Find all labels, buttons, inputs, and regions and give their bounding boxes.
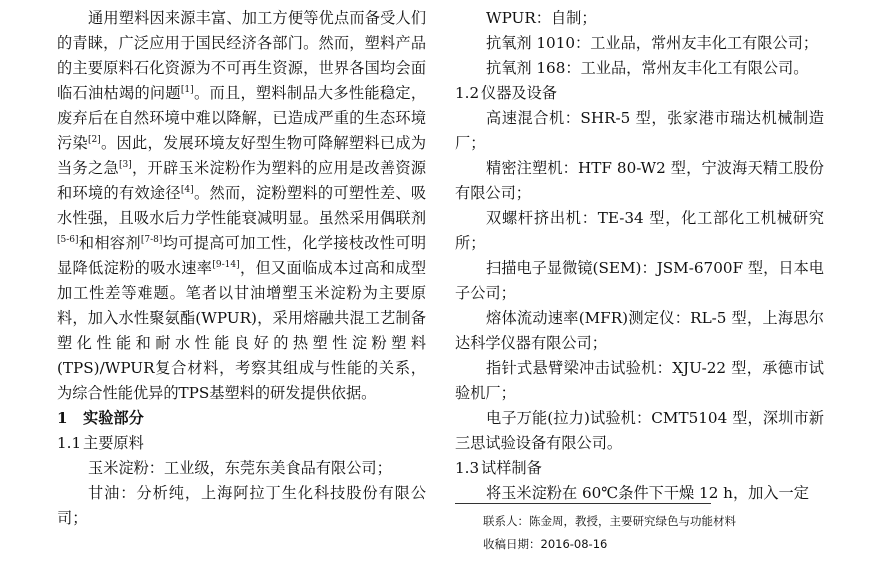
footnotes xyxy=(483,510,736,556)
intro-text-2: 。而且，塑料制品大多性能稳定，废弃后在自然环境中难以降解，已造成严重的生态环境污染 xyxy=(57,84,427,152)
intro-text-1: 通用塑料因来源丰富、加工方便等优点而备受人们的青睐，广泛应用于国民经济各部门。然而，塑料产品的主要原料石化资源为不可再生资源，世界各国均会面临石油枯竭的问题 xyxy=(57,9,426,102)
footnote-received-date: 收稿日期：2016-08-16 xyxy=(483,537,608,551)
instrument-item: 双螺杆挤出机：TE-34 型，化工部化工机械研究所； xyxy=(455,209,824,252)
section-number: 1.2 xyxy=(455,84,480,102)
citation-ref[interactable]: [9-14] xyxy=(212,260,240,270)
intro-paragraph xyxy=(57,6,426,406)
intro-text-4: ，开辟玉米淀粉作为塑料的应用是改善资源和环境的有效途径 xyxy=(57,159,427,202)
section-title: 试样制备 xyxy=(481,459,542,477)
citation-ref[interactable]: [1] xyxy=(180,85,194,95)
citation-ref[interactable]: [5-6] xyxy=(57,235,79,245)
right-column xyxy=(455,6,824,506)
citation-ref[interactable]: [2] xyxy=(87,135,101,145)
footnote-contact: 联系人：陈金周，教授，主要研究绿色与功能材料 xyxy=(483,514,736,528)
section-number: 1.1 xyxy=(57,434,82,452)
section-heading-1 xyxy=(57,406,426,431)
instrument-item: 扫描电子显微镜(SEM)：JSM-6700F 型，日本电子公司； xyxy=(455,259,824,302)
material-item: 抗氧剂 1010：工业品，常州友丰化工有限公司； xyxy=(486,34,819,52)
instrument-item: 熔体流动速率(MFR)测定仪：RL-5 型，上海思尔达科学仪器有限公司； xyxy=(455,309,824,352)
material-item: 甘油：分析纯，上海阿拉丁生化科技股份有限公司； xyxy=(57,484,426,527)
instrument-item: 高速混合机：SHR-5 型，张家港市瑞达机械制造厂； xyxy=(455,109,824,152)
citation-ref[interactable]: [4] xyxy=(180,185,194,195)
intro-text-7: 均可提高可加工性，化学接枝改性可明显降低淀粉的吸水速率 xyxy=(57,234,427,277)
section-heading-1-1 xyxy=(57,431,426,456)
intro-text-3: 。因此，发展环境友好型生物可降解塑料已成为当务之急 xyxy=(57,134,427,177)
section-number: 1 xyxy=(57,409,68,427)
footnote-divider xyxy=(455,503,711,504)
material-item: WPUR：自制； xyxy=(486,9,597,27)
section-number: 1.3 xyxy=(455,459,480,477)
material-item: 玉米淀粉：工业级，东莞东美食品有限公司； xyxy=(88,459,392,477)
citation-ref[interactable]: [3] xyxy=(118,160,132,170)
instrument-item: 精密注塑机：HTF 80-W2 型，宁波海天精工股份有限公司； xyxy=(455,159,824,202)
section-heading-1-3 xyxy=(455,456,824,481)
section-heading-1-2 xyxy=(455,81,824,106)
intro-text-5: 。然而，淀粉塑料的可塑性差、吸水性强，且吸水后力学性能衰减明显。虽然采用偶联剂 xyxy=(57,184,427,227)
citation-ref[interactable]: [7-8] xyxy=(140,235,163,245)
instrument-item: 指针式悬臂梁冲击试验机：XJU-22 型，承德市试验机厂； xyxy=(455,359,824,402)
intro-text-6: 和相容剂 xyxy=(78,234,141,252)
section-title: 实验部分 xyxy=(83,409,144,427)
left-column xyxy=(57,6,426,531)
material-item: 抗氧剂 168：工业品，常州友丰化工有限公司。 xyxy=(486,59,809,77)
prep-paragraph: 将玉米淀粉在 60℃条件下干燥 12 h，加入一定 xyxy=(486,484,809,502)
instrument-item: 电子万能(拉力)试验机：CMT5104 型，深圳市新三思试验设备有限公司。 xyxy=(455,409,824,452)
section-title: 仪器及设备 xyxy=(481,84,557,102)
section-title: 主要原料 xyxy=(83,434,144,452)
intro-text-8: ，但又面临成本过高和成型加工性差等难题。笔者以甘油增塑玉米淀粉为主要原料，加入水性聚氨酯(WPUR)，采用熔融共混工艺制备塑化性能和耐水性能良好的热塑性淀粉塑料(TPS)/WPUR复合材料，考察其组成与性能的关系，为综合性能优异的TPS基塑料的研发提供依据。 xyxy=(57,259,427,402)
